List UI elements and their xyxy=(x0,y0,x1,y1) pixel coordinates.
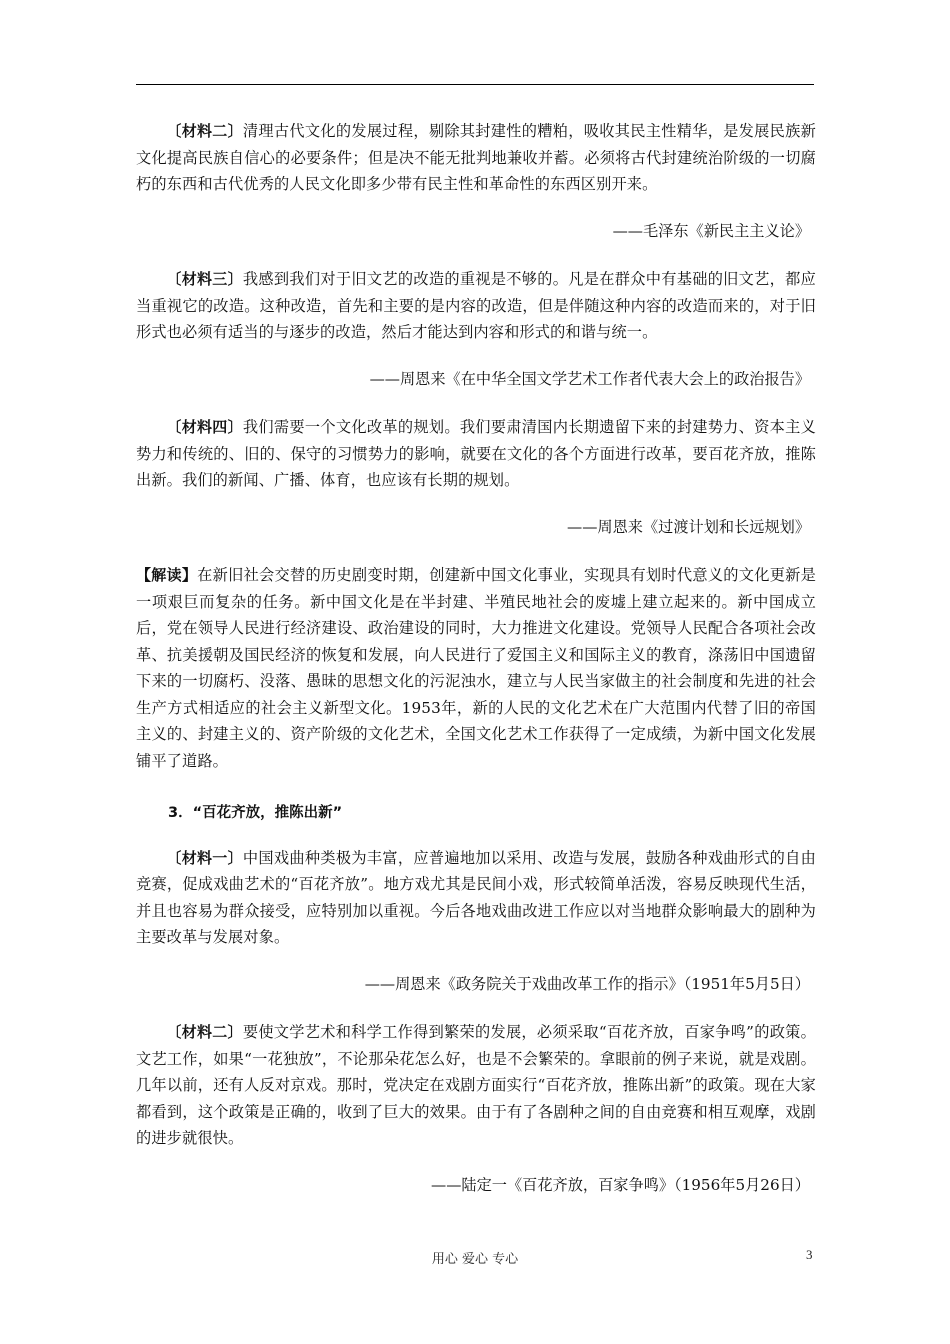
material-3-paragraph xyxy=(136,266,816,346)
analysis-paragraph xyxy=(136,562,816,774)
material-text: 要使文学艺术和科学工作得到繁荣的发展，必须采取“百花齐放，百家争鸣”的政策。文艺工作，如果“一花独放”，不论那朵花怎么好，也是不会繁荣的。拿眼前的例子来说，就是戏剧。几年以前，还有人反对京戏。那时，党决定在戏剧方面实行“百花齐放，推陈出新”的政策。现在大家都看到，这个政策是正确的，收到了巨大的效果。由于有了各剧种之间的自由竞赛和相互观摩，戏剧的进步就很快。 xyxy=(136,1023,816,1147)
material-2-paragraph xyxy=(136,118,816,198)
material-4-paragraph xyxy=(136,414,816,494)
material-source: ——毛泽东《新民主主义论》 xyxy=(612,221,810,240)
analysis-label: 【解读】 xyxy=(136,566,198,584)
material-label: 〔材料二〕 xyxy=(166,1023,243,1041)
material-text: 清理古代文化的发展过程，剔除其封建性的糟粕，吸收其民主性精华，是发展民族新文化提高民族自信心的必要条件；但是决不能无批判地兼收并蓄。必须将古代封建统治阶级的一切腐朽的东西和古代优秀的人民文化即多少带有民主性和革命性的东西区别开来。 xyxy=(136,122,816,193)
footer-text: 用心 爱心 专心 xyxy=(431,1252,519,1267)
material-source: ——周恩来《政务院关于戏曲改革工作的指示》（1951年5月5日） xyxy=(364,974,810,993)
material-source: ——陆定一《百花齐放，百家争鸣》（1956年5月26日） xyxy=(431,1175,810,1194)
material-label: 〔材料三〕 xyxy=(166,270,243,288)
analysis-text: 在新旧社会交替的历史剧变时期，创建新中国文化事业，实现具有划时代意义的文化更新是一项艰巨而复杂的任务。新中国文化是在半封建、半殖民地社会的废墟上建立起来的。新中国成立后，党在领导人民进行经济建设、政治建设的同时，大力推进文化建设。党领导人民配合各项社会改革、抗美援朝及国民经济的恢复和发展，向人民进行了爱国主义和国际主义的教育，涤荡旧中国遗留下来的一切腐朽、没落、愚昧的思想文化的污泥浊水，建立与人民当家做主的社会制度和先进的社会生产方式相适应的社会主义新型文化。1953年，新的人民的文化艺术在广大范围内代替了旧的帝国主义的、封建主义的、资产阶级的文化艺术，全国文化艺术工作获得了一定成绩，为新中国文化发展铺平了道路。 xyxy=(136,566,816,770)
material-label: 〔材料一〕 xyxy=(166,848,243,867)
material-source: ——周恩来《在中华全国文学艺术工作者代表大会上的政治报告》 xyxy=(369,369,810,388)
section-heading: 3．“百花齐放，推陈出新” xyxy=(168,805,343,821)
material-label: 〔材料四〕 xyxy=(166,418,243,436)
material-1-paragraph xyxy=(136,845,816,951)
material-text: 我们需要一个文化改革的规划。我们要肃清国内长期遗留下来的封建势力、资本主义势力和传统的、旧的、保守的习惯势力的影响，就要在文化的各个方面进行改革，要百花齐放，推陈出新。我们的新闻、广播、体育，也应该有长期的规划。 xyxy=(136,418,816,489)
material-text: 我感到我们对于旧文艺的改造的重视是不够的。凡是在群众中有基础的旧文艺，都应当重视它的改造。这种改造，首先和主要的是内容的改造，但是伴随这种内容的改造而来的，对于旧形式也必须有适当的与逐步的改造，然后才能达到内容和形式的和谐与统一。 xyxy=(136,270,816,341)
material-source: ——周恩来《过渡计划和长远规划》 xyxy=(567,517,810,536)
material-2b-paragraph xyxy=(136,1019,816,1152)
page-number: 3 xyxy=(806,1247,813,1262)
material-label: 〔材料二〕 xyxy=(166,122,243,140)
header-rule xyxy=(136,84,814,85)
document-body xyxy=(136,118,816,1220)
material-text: 中国戏曲种类极为丰富，应普遍地加以采用、改造与发展，鼓励各种戏曲形式的自由竞赛，促成戏曲艺术的“百花齐放”。地方戏尤其是民间小戏，形式较简单活泼，容易反映现代生活，并且也容易为群众接受，应特别加以重视。今后各地戏曲改进工作应以对当地群众影响最大的剧种为主要改革与发展对象。 xyxy=(136,848,816,946)
